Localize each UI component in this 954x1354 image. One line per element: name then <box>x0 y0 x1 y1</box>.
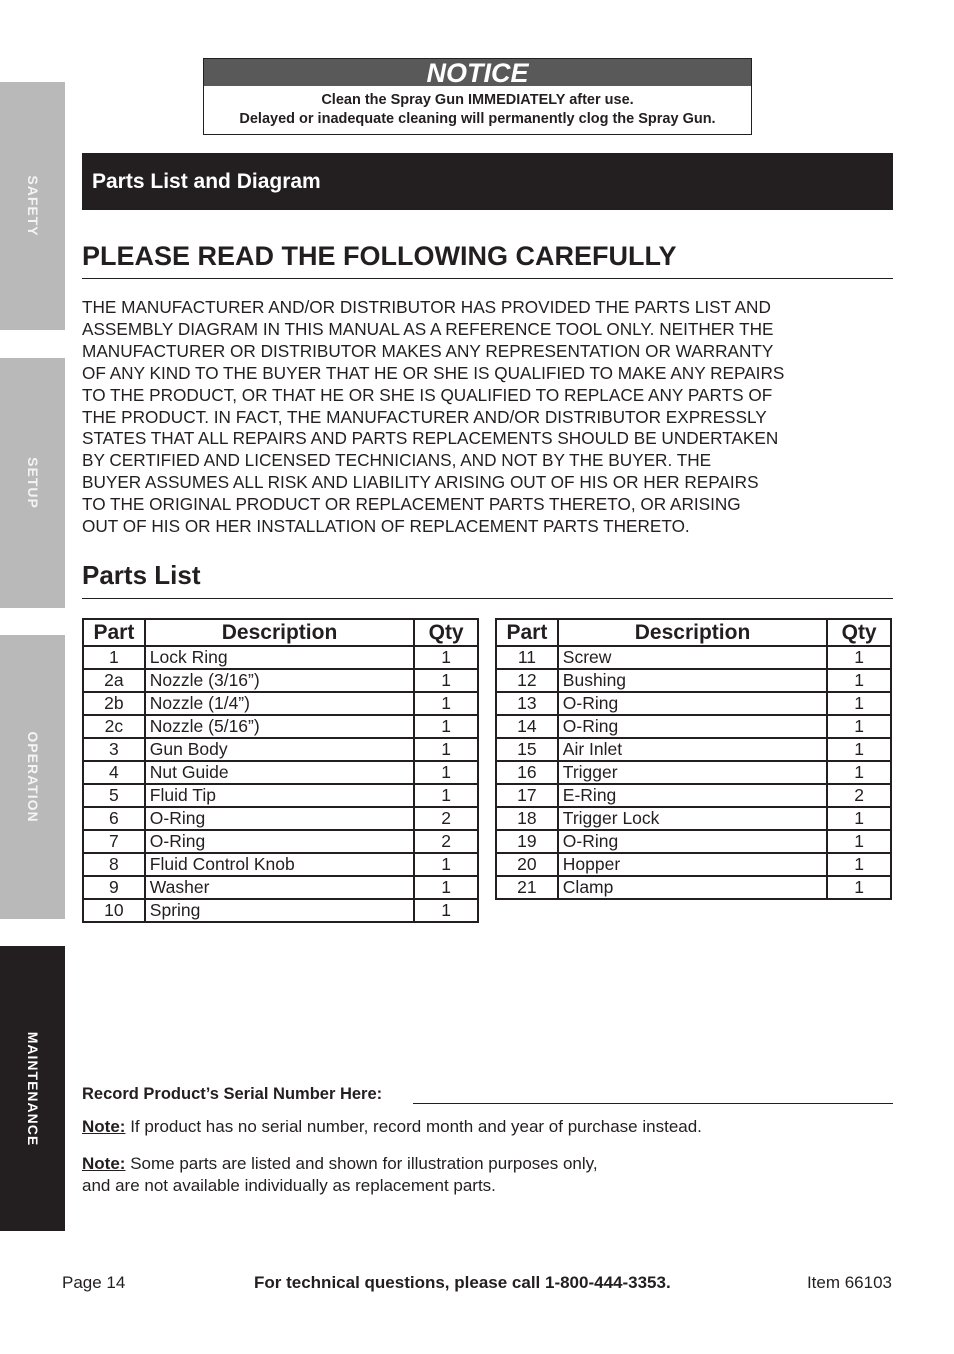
description-cell: O-Ring <box>558 692 827 715</box>
disclaimer-line: ASSEMBLY DIAGRAM IN THIS MANUAL AS A REFERENCE TOOL ONLY. NEITHER THE <box>82 318 774 339</box>
description-cell: Lock Ring <box>145 646 414 669</box>
description-cell: Hopper <box>558 853 827 876</box>
description-cell: Nozzle (1/4”) <box>145 692 414 715</box>
description-cell: E-Ring <box>558 784 827 807</box>
qty-cell: 1 <box>414 899 478 922</box>
part-number-cell: 21 <box>496 876 558 899</box>
table-row <box>83 669 478 692</box>
table-row <box>83 761 478 784</box>
disclaimer-line: TO THE PRODUCT, OR THAT HE OR SHE IS QUALIFIED TO REPLACE ANY PARTS OF <box>82 384 773 405</box>
table-row <box>83 738 478 761</box>
parts-table-left <box>82 618 479 923</box>
qty-cell: 1 <box>827 669 891 692</box>
description-cell: Clamp <box>558 876 827 899</box>
page-heading: PLEASE READ THE FOLLOWING CAREFULLY <box>82 241 893 279</box>
table-row <box>83 715 478 738</box>
side-tab-setup <box>0 358 65 608</box>
description-cell: Bushing <box>558 669 827 692</box>
table-row <box>83 830 478 853</box>
qty-cell: 1 <box>827 646 891 669</box>
col-header-part: Part <box>83 619 145 646</box>
section-title-bar: Parts List and Diagram <box>82 153 893 210</box>
qty-cell: 1 <box>414 669 478 692</box>
qty-cell: 1 <box>827 830 891 853</box>
description-cell: O-Ring <box>145 830 414 853</box>
side-tab-safety <box>0 82 65 330</box>
qty-cell: 1 <box>827 715 891 738</box>
table-header-row <box>496 619 891 646</box>
side-tab-maintenance-label: MAINTENANCE <box>24 1031 41 1146</box>
description-cell: Fluid Tip <box>145 784 414 807</box>
serial-number-line <box>413 1103 893 1104</box>
col-header-qty: Qty <box>414 619 478 646</box>
part-number-cell: 9 <box>83 876 145 899</box>
side-tab-maintenance <box>0 946 65 1231</box>
table-header-row <box>83 619 478 646</box>
qty-cell: 1 <box>414 646 478 669</box>
part-number-cell: 4 <box>83 761 145 784</box>
part-number-cell: 15 <box>496 738 558 761</box>
part-number-cell: 20 <box>496 853 558 876</box>
serial-number-label: Record Product’s Serial Number Here: <box>82 1085 383 1103</box>
disclaimer-line: BY CERTIFIED AND LICENSED TECHNICIANS, AND NOT BY THE BUYER. THE <box>82 450 712 471</box>
table-row <box>496 646 891 669</box>
description-cell: Trigger Lock <box>558 807 827 830</box>
part-number-cell: 3 <box>83 738 145 761</box>
description-cell: Air Inlet <box>558 738 827 761</box>
item-number: Item 66103 <box>806 1273 892 1292</box>
qty-cell: 1 <box>414 853 478 876</box>
part-number-cell: 2a <box>83 669 145 692</box>
table-row <box>83 807 478 830</box>
table-row <box>496 876 891 899</box>
part-number-cell: 18 <box>496 807 558 830</box>
note-parts-text-2: and are not available individually as replacement parts. <box>82 1176 496 1195</box>
disclaimer-paragraph <box>82 297 842 538</box>
part-number-cell: 7 <box>83 830 145 853</box>
note-label: Note: <box>82 1117 126 1136</box>
table-row <box>83 692 478 715</box>
description-cell: O-Ring <box>558 830 827 853</box>
qty-cell: 1 <box>827 853 891 876</box>
part-number-cell: 12 <box>496 669 558 692</box>
col-header-description: Description <box>145 619 414 646</box>
qty-cell: 1 <box>414 784 478 807</box>
table-row <box>496 853 891 876</box>
part-number-cell: 1 <box>83 646 145 669</box>
disclaimer-line: THE MANUFACTURER AND/OR DISTRIBUTOR HAS PROVIDED THE PARTS LIST AND <box>82 297 771 317</box>
qty-cell: 1 <box>414 761 478 784</box>
qty-cell: 1 <box>827 692 891 715</box>
note-serial-text: If product has no serial number, record month and year of purchase instead. <box>130 1117 702 1136</box>
qty-cell: 1 <box>827 738 891 761</box>
description-cell: Gun Body <box>145 738 414 761</box>
notice-box <box>203 58 752 135</box>
part-number-cell: 14 <box>496 715 558 738</box>
col-header-part: Part <box>496 619 558 646</box>
description-cell: Fluid Control Knob <box>145 853 414 876</box>
table-row <box>496 669 891 692</box>
description-cell: O-Ring <box>145 807 414 830</box>
disclaimer-line: TO THE ORIGINAL PRODUCT OR REPLACEMENT PARTS THERETO, OR ARISING <box>82 494 741 515</box>
col-header-description: Description <box>558 619 827 646</box>
description-cell: Spring <box>145 899 414 922</box>
part-number-cell: 16 <box>496 761 558 784</box>
description-cell: Screw <box>558 646 827 669</box>
qty-cell: 1 <box>414 692 478 715</box>
page-number: Page 14 <box>62 1273 126 1292</box>
qty-cell: 1 <box>827 876 891 899</box>
part-number-cell: 8 <box>83 853 145 876</box>
qty-cell: 1 <box>827 807 891 830</box>
table-row <box>496 692 891 715</box>
table-row <box>496 784 891 807</box>
parts-table-right <box>495 618 892 900</box>
qty-cell: 1 <box>827 761 891 784</box>
notice-title: NOTICE <box>204 59 751 86</box>
description-cell: Trigger <box>558 761 827 784</box>
qty-cell: 1 <box>414 738 478 761</box>
disclaimer-line: MANUFACTURER OR DISTRIBUTOR MAKES ANY REPRESENTATION OR WARRANTY <box>82 340 774 361</box>
disclaimer-line: BUYER ASSUMES ALL RISK AND LIABILITY ARISING OUT OF HIS OR HER REPAIRS <box>82 472 759 493</box>
table-row <box>83 876 478 899</box>
col-header-qty: Qty <box>827 619 891 646</box>
table-row <box>496 715 891 738</box>
table-row <box>496 807 891 830</box>
description-cell: Washer <box>145 876 414 899</box>
table-row <box>496 830 891 853</box>
description-cell: Nozzle (5/16”) <box>145 715 414 738</box>
disclaimer-line: OF ANY KIND TO THE BUYER THAT HE OR SHE IS QUALIFIED TO MAKE ANY REPAIRS <box>82 362 785 383</box>
qty-cell: 2 <box>827 784 891 807</box>
part-number-cell: 10 <box>83 899 145 922</box>
side-tab-operation-label: OPERATION <box>24 731 41 823</box>
disclaimer-line: THE PRODUCT. IN FACT, THE MANUFACTURER AND/OR DISTRIBUTOR EXPRESSLY <box>82 406 767 427</box>
table-row <box>83 646 478 669</box>
notice-line-2: Delayed or inadequate cleaning will permanently clog the Spray Gun. <box>239 111 716 127</box>
qty-cell: 2 <box>414 830 478 853</box>
qty-cell: 1 <box>414 876 478 899</box>
note-serial <box>82 1116 702 1138</box>
table-row <box>496 738 891 761</box>
part-number-cell: 2b <box>83 692 145 715</box>
table-row <box>496 761 891 784</box>
part-number-cell: 5 <box>83 784 145 807</box>
table-row <box>83 853 478 876</box>
description-cell: O-Ring <box>558 715 827 738</box>
notice-line-1: Clean the Spray Gun IMMEDIATELY after use. <box>321 92 634 108</box>
qty-cell: 1 <box>414 715 478 738</box>
part-number-cell: 13 <box>496 692 558 715</box>
part-number-cell: 19 <box>496 830 558 853</box>
note-parts <box>82 1153 598 1197</box>
disclaimer-line: OUT OF HIS OR HER INSTALLATION OF REPLACEMENT PARTS THERETO. <box>82 516 690 537</box>
tech-support-line: For technical questions, please call 1-800-444-3353. <box>254 1273 671 1292</box>
side-tab-operation <box>0 635 65 919</box>
part-number-cell: 6 <box>83 807 145 830</box>
note-label: Note: <box>82 1154 126 1173</box>
description-cell: Nozzle (3/16”) <box>145 669 414 692</box>
disclaimer-line: STATES THAT ALL REPAIRS AND PARTS REPLACEMENTS SHOULD BE UNDERTAKEN <box>82 428 779 449</box>
part-number-cell: 2c <box>83 715 145 738</box>
table-row <box>83 784 478 807</box>
part-number-cell: 11 <box>496 646 558 669</box>
part-number-cell: 17 <box>496 784 558 807</box>
description-cell: Nut Guide <box>145 761 414 784</box>
qty-cell: 2 <box>414 807 478 830</box>
side-tab-safety-label: SAFETY <box>24 175 41 237</box>
side-tab-setup-label: SETUP <box>24 457 41 509</box>
parts-list-heading: Parts List <box>82 560 893 599</box>
table-row <box>83 899 478 922</box>
note-parts-text-1: Some parts are listed and shown for illustration purposes only, <box>130 1154 598 1173</box>
